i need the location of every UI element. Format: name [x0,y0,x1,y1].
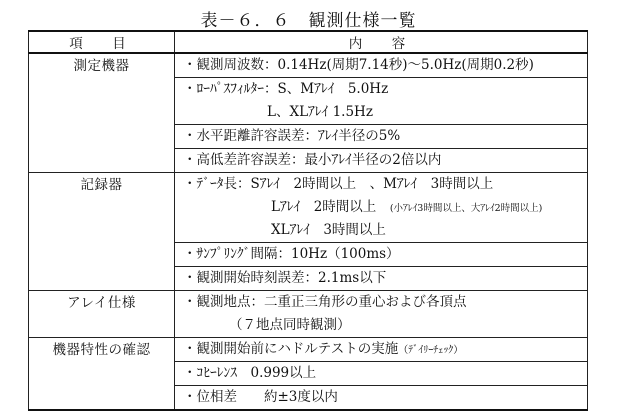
content-line: XLｱﾚｲ 3時間以上 [271,222,386,238]
content-line [175,77,587,101]
content-line: ・観測地点：二重正三角形の重心および各頂点 [183,294,467,310]
content-text: Lｱﾚｲ 2時間以上 [271,199,377,215]
content-line: L、XLｱﾚｲ 1.5Hz [267,104,373,120]
content-line: ・観測周波数：0.14Hz(周期7.14秒)～5.0Hz(周期0.2秒) [183,57,534,73]
row-item-label: 測定機器 [29,53,175,173]
row-item-label: 記録器 [29,173,175,291]
table-title: 表－６．６ 観測仕様一覧 [200,11,417,31]
content-text: ・観測開始前にハドルテストの実施 [183,341,399,357]
content-line: ・ﾃﾞｰﾀ長：Sｱﾚｲ 2時間以上 、Mｱﾚｲ 3時間以上 [183,176,494,192]
table-row [29,338,588,411]
content-line: ・高低差許容誤差：最小ｱﾚｲ半径の2倍以内 [175,148,587,172]
content-line: （７地点同時観測） [229,317,351,333]
content-line: ・ｻﾝﾌﾟﾘﾝｸﾞ間隔：10Hz（100ms） [175,242,587,266]
header-content: 内 容 [175,31,588,53]
content-text: ・ﾛｰﾊﾟｽﾌｨﾙﾀｰ：S、Mｱﾚｲ 5.0Hz [183,81,389,97]
table-row [29,53,588,173]
row-content [175,291,588,338]
content-line: ・位相差 約±3度以内 [175,385,587,409]
spec-table [28,30,588,411]
table-row [29,173,588,291]
content-line: ・観測開始時刻誤差：2.1ms以下 [175,266,587,290]
content-line [175,196,587,219]
row-content [175,53,588,173]
row-item-label: 機器特性の確認 [29,338,175,411]
row-item-label: アレイ仕様 [29,291,175,338]
table-row [29,291,588,338]
row-content [175,173,588,291]
table-header-row [29,31,588,53]
header-item: 項 目 [29,31,175,53]
content-note: （ﾃﾞｲﾘｰﾁｪｯｸ） [398,345,464,356]
content-line [175,338,587,361]
content-note: (小ｱﾚｲ3時間以上、大ｱﾚｲ2時間以上) [389,203,543,214]
row-content [175,338,588,411]
content-line: ・水平距離許容誤差：ｱﾚｲ半径の5% [175,124,587,148]
content-line: ・ｺﾋｰﾚﾝｽ 0.999以上 [175,361,587,385]
